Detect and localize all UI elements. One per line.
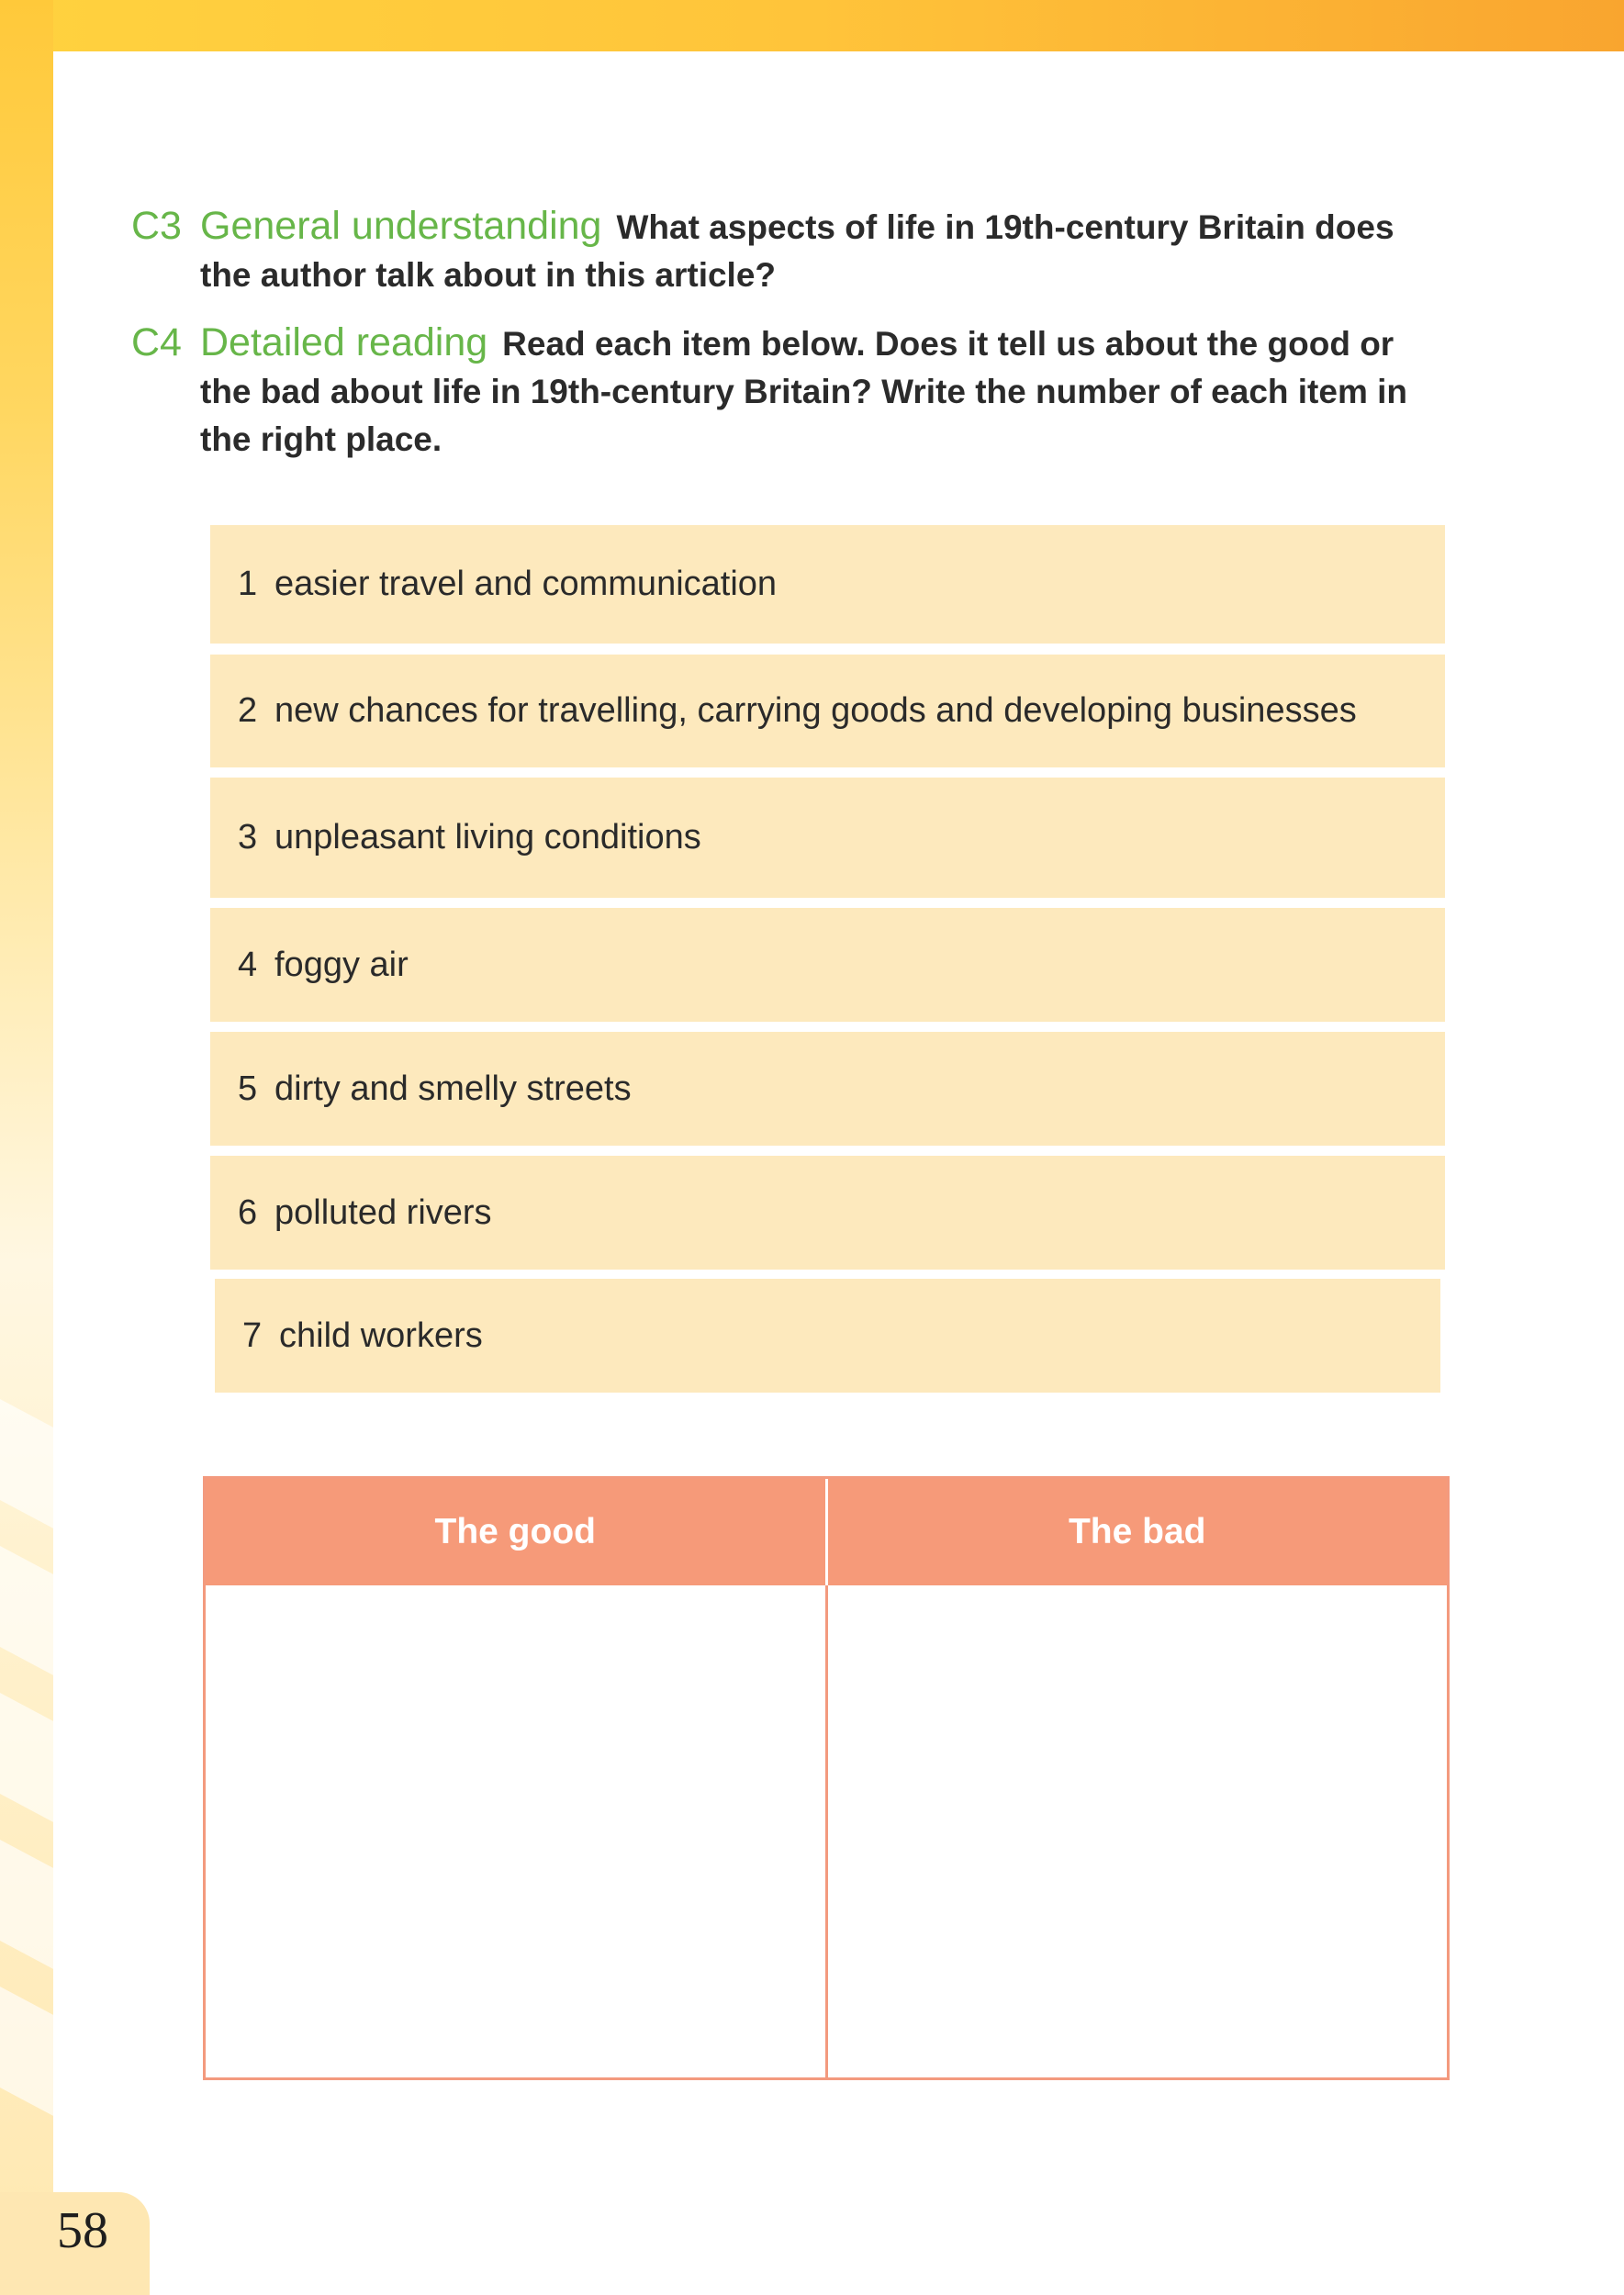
item-box-6 bbox=[210, 1156, 1445, 1270]
header-the-bad: The bad bbox=[825, 1479, 1448, 1585]
question-title: General understanding bbox=[200, 204, 602, 248]
question-c3 bbox=[131, 202, 1453, 299]
bad-answer-cell[interactable] bbox=[825, 1585, 1448, 2077]
item-text: child workers bbox=[279, 1315, 483, 1355]
item-number: 2 bbox=[238, 691, 258, 730]
item-box-3 bbox=[210, 778, 1445, 898]
item-number: 1 bbox=[238, 565, 258, 603]
item-number: 5 bbox=[238, 1069, 258, 1108]
left-band-stripe bbox=[0, 1820, 53, 1989]
item-number: 4 bbox=[238, 945, 258, 984]
item-text: dirty and smelly streets bbox=[274, 1069, 632, 1108]
question-c4 bbox=[131, 319, 1453, 464]
item-number: 3 bbox=[238, 818, 258, 856]
table-body bbox=[206, 1585, 1447, 2077]
item-number: 7 bbox=[242, 1315, 263, 1355]
item-text: polluted rivers bbox=[274, 1192, 492, 1232]
item-text: foggy air bbox=[274, 945, 409, 984]
good-bad-table bbox=[203, 1476, 1450, 2080]
item-box-1 bbox=[210, 525, 1445, 644]
item-box-2 bbox=[210, 655, 1445, 767]
top-decorative-band bbox=[0, 0, 1624, 51]
left-decorative-band bbox=[0, 0, 53, 2295]
left-band-stripe bbox=[0, 1967, 53, 2136]
item-box-7 bbox=[215, 1279, 1440, 1393]
good-answer-cell[interactable] bbox=[206, 1585, 825, 2077]
question-text: Read each item below. Does it tell us about the good or the bad about life in 19th-century Britain? Write the number of each item in the right place. bbox=[200, 325, 1408, 458]
question-number: C4 bbox=[131, 320, 182, 364]
question-number: C3 bbox=[131, 204, 182, 248]
item-text: new chances for travelling, carrying goods and developing businesses bbox=[274, 691, 1357, 730]
header-the-good: The good bbox=[434, 1512, 596, 1551]
left-band-stripe bbox=[0, 1674, 53, 1842]
page-number: 58 bbox=[0, 2192, 150, 2295]
left-band-stripe bbox=[0, 1527, 53, 1696]
item-text: easier travel and communication bbox=[274, 565, 778, 603]
question-title: Detailed reading bbox=[200, 320, 488, 364]
item-box-4 bbox=[210, 908, 1445, 1022]
item-number: 6 bbox=[238, 1192, 258, 1232]
item-box-5 bbox=[210, 1032, 1445, 1146]
item-text: unpleasant living conditions bbox=[274, 818, 701, 856]
left-band-stripe bbox=[0, 1380, 53, 1549]
question-text: What aspects of life in 19th-century Britain does the author talk about in this article? bbox=[200, 208, 1394, 294]
table-header bbox=[206, 1479, 1447, 1585]
